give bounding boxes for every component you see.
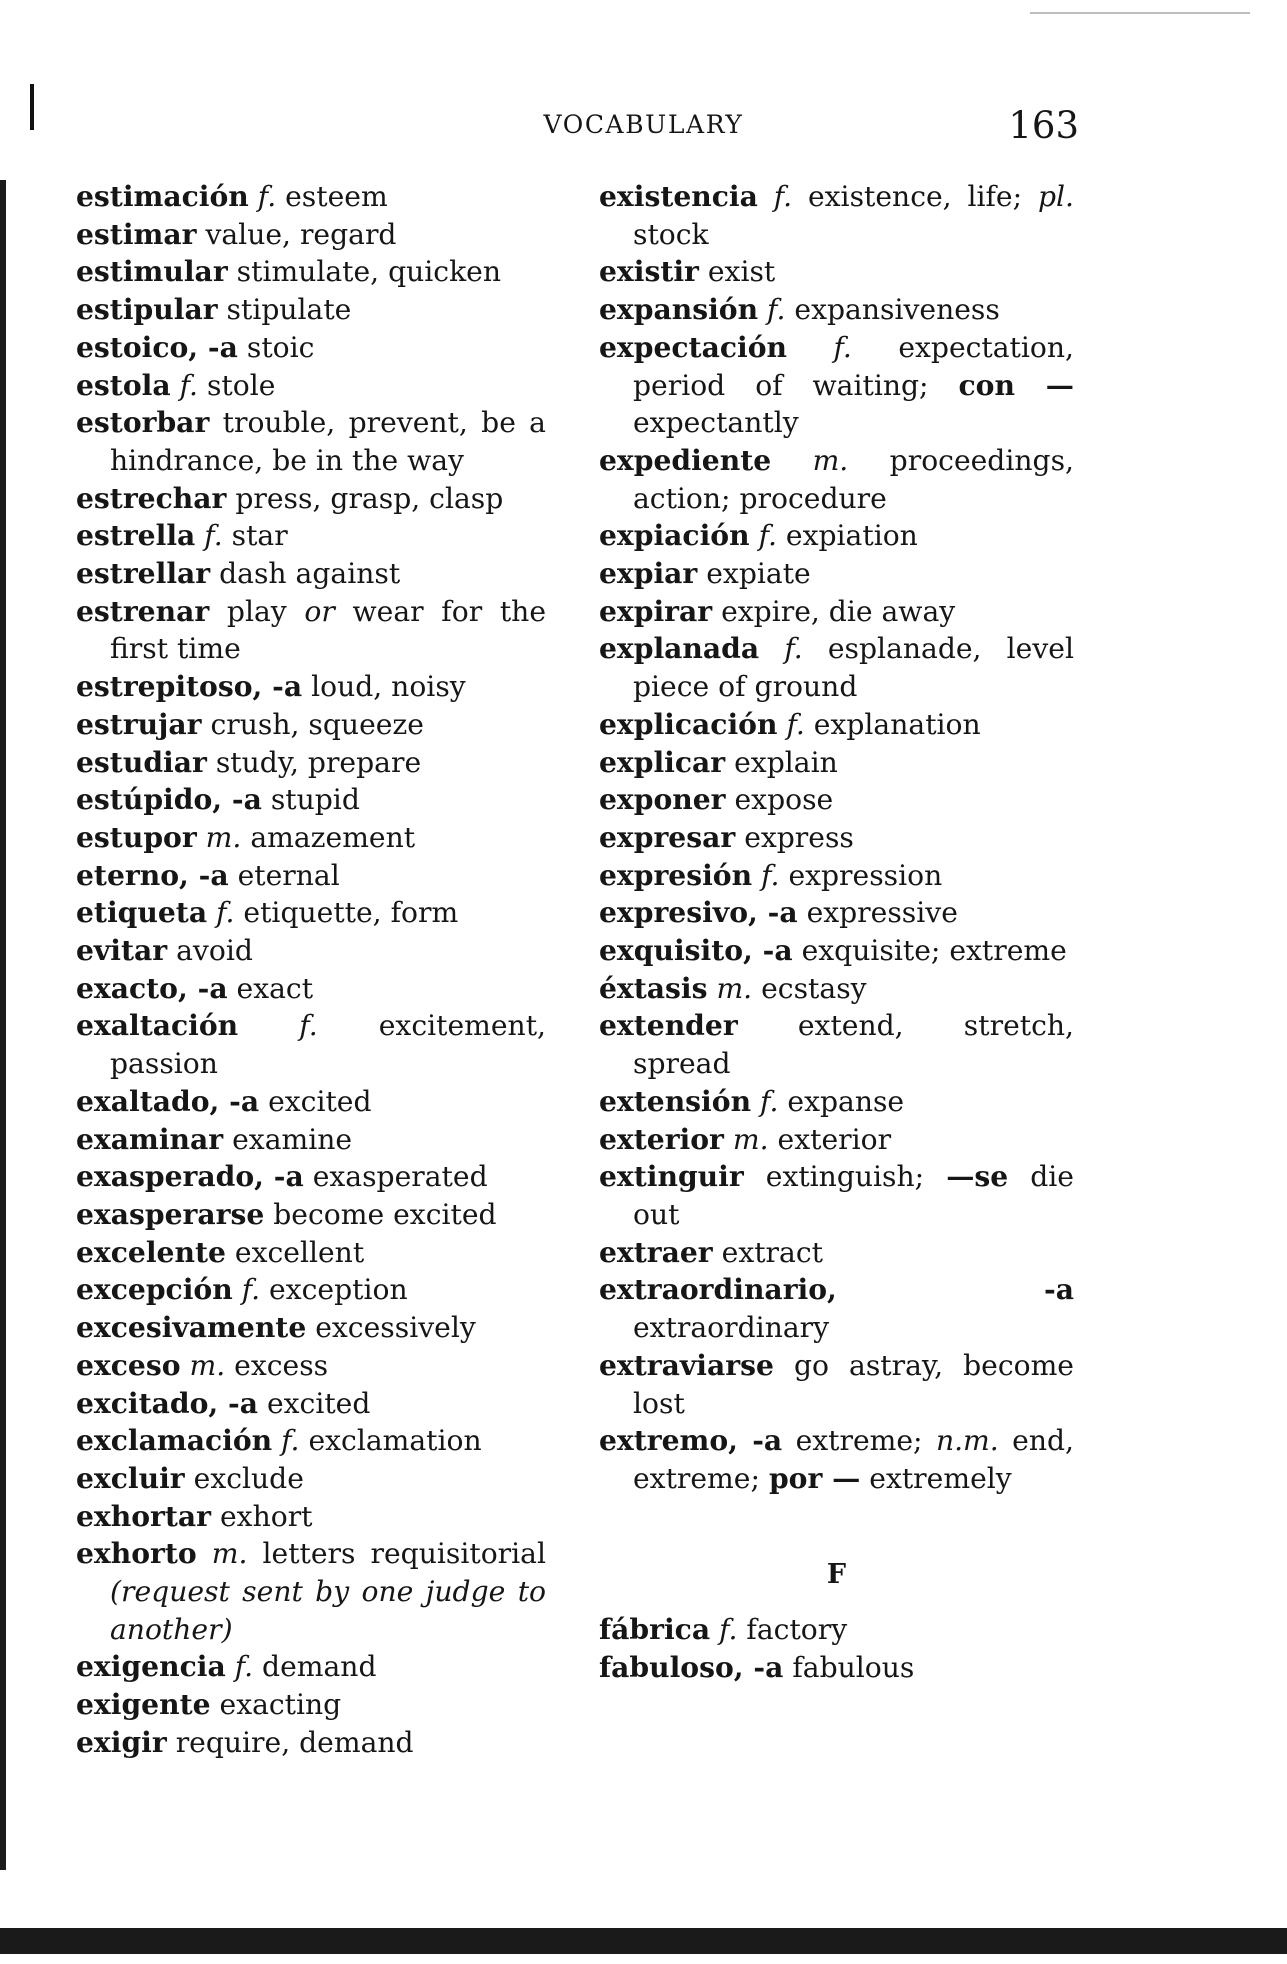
definition-cont: extremely — [869, 1461, 1012, 1495]
definition: dash against — [219, 557, 401, 591]
dictionary-entry — [76, 1007, 546, 1082]
running-head: VOCABULARY — [543, 110, 744, 139]
dictionary-entry — [76, 1385, 546, 1423]
headword: excesivamente — [76, 1311, 307, 1345]
headword: explicar — [599, 745, 726, 779]
dictionary-entry — [599, 1121, 1074, 1159]
headword: extraordinario, -a — [599, 1273, 1074, 1307]
definition: existence, life; — [807, 180, 1023, 213]
definition: value, regard — [205, 217, 397, 251]
dictionary-entry — [599, 291, 1074, 329]
definition: press, grasp, clasp — [235, 481, 504, 515]
gender-label: f. — [760, 1084, 779, 1118]
headword: fabuloso, -a — [599, 1651, 784, 1685]
dictionary-entry — [599, 329, 1074, 442]
gender-label: f. — [758, 519, 777, 553]
definition: expiate — [706, 557, 811, 591]
definition: crush, squeeze — [210, 707, 424, 741]
dictionary-entry — [76, 480, 546, 518]
dictionary-entry — [76, 1083, 546, 1121]
gender-label: f. — [241, 1273, 261, 1307]
gender-label: f. — [767, 293, 786, 327]
dictionary-entry — [76, 819, 546, 857]
headword: exquisito, -a — [599, 934, 793, 968]
definition: expressive — [806, 896, 958, 930]
headword: excluir — [76, 1461, 185, 1495]
definition: stimulate, quicken — [236, 255, 502, 289]
bottom-page-edge — [0, 1928, 1287, 1954]
headword: estupor — [76, 820, 197, 854]
headword: fábrica — [599, 1613, 711, 1647]
definition: study, prepare — [215, 745, 422, 779]
italic-note: or — [304, 594, 335, 628]
definition: excitement, passion — [110, 1009, 546, 1081]
gender-label: f. — [216, 896, 235, 930]
headword: exasperarse — [76, 1197, 265, 1231]
dictionary-entry — [599, 932, 1074, 970]
dictionary-entry — [76, 932, 546, 970]
dictionary-entry — [599, 1347, 1074, 1422]
gender-label: m. — [211, 1537, 248, 1571]
headword: existencia — [599, 180, 758, 213]
definition: esteem — [285, 180, 388, 213]
headword: excitado, -a — [76, 1386, 258, 1420]
dictionary-entry — [76, 1648, 546, 1686]
gender-label: f. — [773, 180, 793, 213]
headword: expresión — [599, 858, 753, 892]
headword: etiqueta — [76, 896, 208, 930]
dictionary-entry — [599, 1083, 1074, 1121]
dictionary-entry — [76, 1234, 546, 1272]
definition: stole — [206, 368, 276, 402]
headword: expansión — [599, 293, 759, 327]
dictionary-entry — [76, 517, 546, 555]
headword: extraer — [599, 1235, 713, 1269]
definition: esplanade, level piece of ground — [633, 632, 1074, 704]
dictionary-entry — [599, 442, 1074, 517]
definition: examine — [232, 1122, 353, 1156]
definition: exclude — [193, 1461, 304, 1495]
headword: explanada — [599, 632, 760, 666]
gender-label: m. — [205, 820, 242, 854]
dictionary-entry — [76, 253, 546, 291]
definition: factory — [746, 1613, 848, 1647]
headword: estudiar — [76, 745, 207, 779]
headword: estimular — [76, 255, 228, 289]
headword: estoico, -a — [76, 330, 238, 364]
dictionary-entry — [599, 1271, 1074, 1346]
headword: excelente — [76, 1235, 226, 1269]
dictionary-entry — [599, 894, 1074, 932]
definition: expectation, period of waiting; — [633, 330, 1074, 402]
headword: exasperado, -a — [76, 1160, 304, 1194]
definition: explanation — [813, 707, 981, 741]
headword: expirar — [599, 594, 713, 628]
headword: expresivo, -a — [599, 896, 798, 930]
dictionary-entry — [76, 329, 546, 367]
gender-label: f. — [179, 368, 198, 402]
headword: estipular — [76, 293, 218, 327]
dictionary-entry — [599, 1234, 1074, 1272]
headword: estrujar — [76, 707, 202, 741]
headword: exhortar — [76, 1499, 212, 1533]
dictionary-entry — [76, 970, 546, 1008]
gender-label: f. — [204, 519, 223, 553]
headword: expectación — [599, 330, 787, 364]
dictionary-entry — [76, 781, 546, 819]
left-page-edge — [0, 180, 6, 1870]
italic-note: pl. — [1037, 180, 1074, 213]
definition: expression — [788, 858, 943, 892]
definition: play — [226, 594, 287, 628]
definition: proceedings, action; procedure — [633, 443, 1074, 515]
headword: existir — [599, 255, 699, 289]
definition: letters requisitorial — [262, 1537, 546, 1571]
definition: extend, stretch, spread — [633, 1009, 1074, 1081]
headword: exacto, -a — [76, 971, 228, 1005]
gender-label: f. — [833, 330, 852, 364]
headword: exterior — [599, 1122, 724, 1156]
gender-label: f. — [719, 1613, 738, 1647]
dictionary-entry — [599, 781, 1074, 819]
definition: extraordinary — [633, 1311, 830, 1345]
definition: exacting — [219, 1688, 342, 1722]
dictionary-entry — [76, 1686, 546, 1724]
gender-label: f. — [786, 707, 805, 741]
dictionary-entry — [76, 367, 546, 405]
headword: explicación — [599, 707, 778, 741]
headword: exceso — [76, 1348, 181, 1382]
definition: excess — [234, 1348, 329, 1382]
definition-cont: end, extreme; — [633, 1424, 1074, 1495]
dictionary-entry — [76, 1158, 546, 1196]
bold-phrase: con — — [958, 368, 1074, 402]
definition: extreme; — [795, 1424, 923, 1458]
headword: expediente — [599, 443, 772, 477]
bold-phrase: por — — [768, 1461, 861, 1495]
headword: extremo, -a — [599, 1424, 783, 1458]
dictionary-entry — [76, 744, 546, 782]
definition: exterior — [777, 1122, 892, 1156]
headword: estrechar — [76, 481, 227, 515]
definition-cont: stock — [633, 217, 709, 251]
headword: estúpido, -a — [76, 783, 262, 817]
dictionary-entry — [76, 404, 546, 479]
headword: expresar — [599, 820, 736, 854]
bold-phrase: —se — [946, 1160, 1009, 1194]
headword: exigir — [76, 1725, 167, 1759]
headword: expiar — [599, 557, 698, 591]
headword: expiación — [599, 519, 750, 553]
headword: estorbar — [76, 406, 210, 440]
headword: excepción — [76, 1273, 233, 1307]
dictionary-entry — [599, 819, 1074, 857]
definition: loud, noisy — [311, 670, 466, 704]
dictionary-entry — [599, 1422, 1074, 1497]
definition: eternal — [237, 858, 340, 892]
left-column — [76, 178, 546, 1762]
definition: excessively — [315, 1311, 476, 1345]
definition: expiation — [785, 519, 918, 553]
definition: require, demand — [175, 1725, 414, 1759]
dictionary-entry — [599, 857, 1074, 895]
definition: demand — [262, 1650, 377, 1684]
dictionary-entry — [76, 1498, 546, 1536]
definition: exist — [707, 255, 776, 289]
headword: examinar — [76, 1122, 224, 1156]
gender-label: m. — [812, 443, 849, 477]
headword: estimar — [76, 217, 197, 251]
dictionary-entry — [599, 253, 1074, 291]
headword: exigencia — [76, 1650, 226, 1684]
dictionary-entry — [76, 706, 546, 744]
dictionary-entry — [76, 291, 546, 329]
dictionary-entry — [599, 1158, 1074, 1233]
dictionary-entry — [76, 1271, 546, 1309]
definition: extract — [721, 1235, 823, 1269]
definition: stoic — [246, 330, 315, 364]
headword: estrellar — [76, 557, 211, 591]
dictionary-entry — [599, 706, 1074, 744]
definition: amazement — [250, 820, 416, 854]
dictionary-entry — [76, 1309, 546, 1347]
headword: estimación — [76, 180, 249, 213]
definition: go astray, become lost — [633, 1348, 1074, 1420]
definition: fabulous — [792, 1651, 915, 1685]
dictionary-entry — [76, 1724, 546, 1762]
headword: exclamación — [76, 1424, 273, 1458]
dictionary-entry — [599, 178, 1074, 253]
headword: extender — [599, 1009, 738, 1043]
definition: etiquette, form — [243, 896, 459, 930]
definition: excellent — [234, 1235, 365, 1269]
headword: evitar — [76, 934, 168, 968]
gender-label: m. — [189, 1348, 226, 1382]
definition: express — [744, 820, 854, 854]
dictionary-entry — [76, 593, 546, 668]
dictionary-entry — [76, 668, 546, 706]
definition: expanse — [787, 1084, 905, 1118]
dictionary-entry — [599, 744, 1074, 782]
gender-label: f. — [257, 180, 277, 213]
definition-cont: expectantly — [633, 406, 799, 440]
section-letter: F — [826, 1558, 847, 1590]
headword: extinguir — [599, 1160, 744, 1194]
dictionary-entry — [599, 1649, 1074, 1687]
definition: exception — [269, 1273, 408, 1307]
gender-label: f. — [299, 1009, 318, 1043]
gender-label: f. — [784, 632, 803, 666]
definition: expire, die away — [721, 594, 956, 628]
dictionary-entry — [599, 517, 1074, 555]
definition: explain — [734, 745, 838, 779]
definition: expose — [734, 783, 834, 817]
dictionary-entry — [599, 1007, 1074, 1082]
definition: exact — [236, 971, 314, 1005]
right-column — [599, 178, 1074, 1687]
dictionary-entry — [599, 593, 1074, 631]
headword: exhorto — [76, 1537, 197, 1571]
gender-label: m. — [732, 1122, 769, 1156]
definition: stipulate — [226, 293, 352, 327]
headword: exaltado, -a — [76, 1084, 260, 1118]
definition: become excited — [273, 1197, 497, 1231]
definition: ecstasy — [761, 971, 867, 1005]
dictionary-entry — [76, 1196, 546, 1234]
definition: extinguish; — [765, 1160, 925, 1194]
dictionary-entry — [599, 970, 1074, 1008]
definition: expansiveness — [794, 293, 1000, 327]
definition: excited — [266, 1386, 371, 1420]
dictionary-entry — [76, 894, 546, 932]
dictionary-entry — [76, 1121, 546, 1159]
dictionary-entry — [599, 1611, 1074, 1649]
definition: stupid — [270, 783, 360, 817]
gender-label: m. — [716, 971, 753, 1005]
definition: excited — [268, 1084, 372, 1118]
definition-cont: die out — [633, 1160, 1074, 1231]
top-rule — [1030, 12, 1250, 14]
headword: estola — [76, 368, 171, 402]
dictionary-entry — [599, 555, 1074, 593]
headword: exaltación — [76, 1009, 239, 1043]
definition: exhort — [220, 1499, 313, 1533]
dictionary-entry — [76, 555, 546, 593]
headword: exigente — [76, 1688, 211, 1722]
headword: éxtasis — [599, 971, 708, 1005]
italic-note: (request sent by one judge to another) — [110, 1575, 546, 1646]
dictionary-entry — [76, 1535, 546, 1648]
definition: exquisite; extreme — [801, 934, 1067, 968]
dictionary-entry — [76, 1422, 546, 1460]
definition-cont: wear for the first time — [110, 594, 547, 666]
headword: estrepitoso, -a — [76, 670, 303, 704]
headword: estrella — [76, 519, 196, 553]
gender-label: f. — [234, 1650, 254, 1684]
dictionary-entry — [599, 630, 1074, 705]
headword: extraviarse — [599, 1348, 774, 1382]
dictionary-entry — [76, 857, 546, 895]
dictionary-entry — [76, 216, 546, 254]
italic-note: n.m. — [935, 1424, 999, 1458]
headword: exponer — [599, 783, 726, 817]
dictionary-entry — [76, 178, 546, 216]
gender-label: f. — [281, 1424, 300, 1458]
page-number: 163 — [1008, 104, 1079, 147]
definition: avoid — [176, 934, 253, 968]
dictionary-entry — [76, 1347, 546, 1385]
definition: exclamation — [308, 1424, 482, 1458]
headword: extensión — [599, 1084, 752, 1118]
headword: estrenar — [76, 594, 210, 628]
dictionary-entry — [76, 1460, 546, 1498]
definition: star — [231, 519, 288, 553]
definition: trouble, prevent, be a hindrance, be in the way — [110, 406, 546, 477]
definition: exasperated — [312, 1160, 488, 1194]
headword: eterno, -a — [76, 858, 229, 892]
gender-label: f. — [761, 858, 780, 892]
